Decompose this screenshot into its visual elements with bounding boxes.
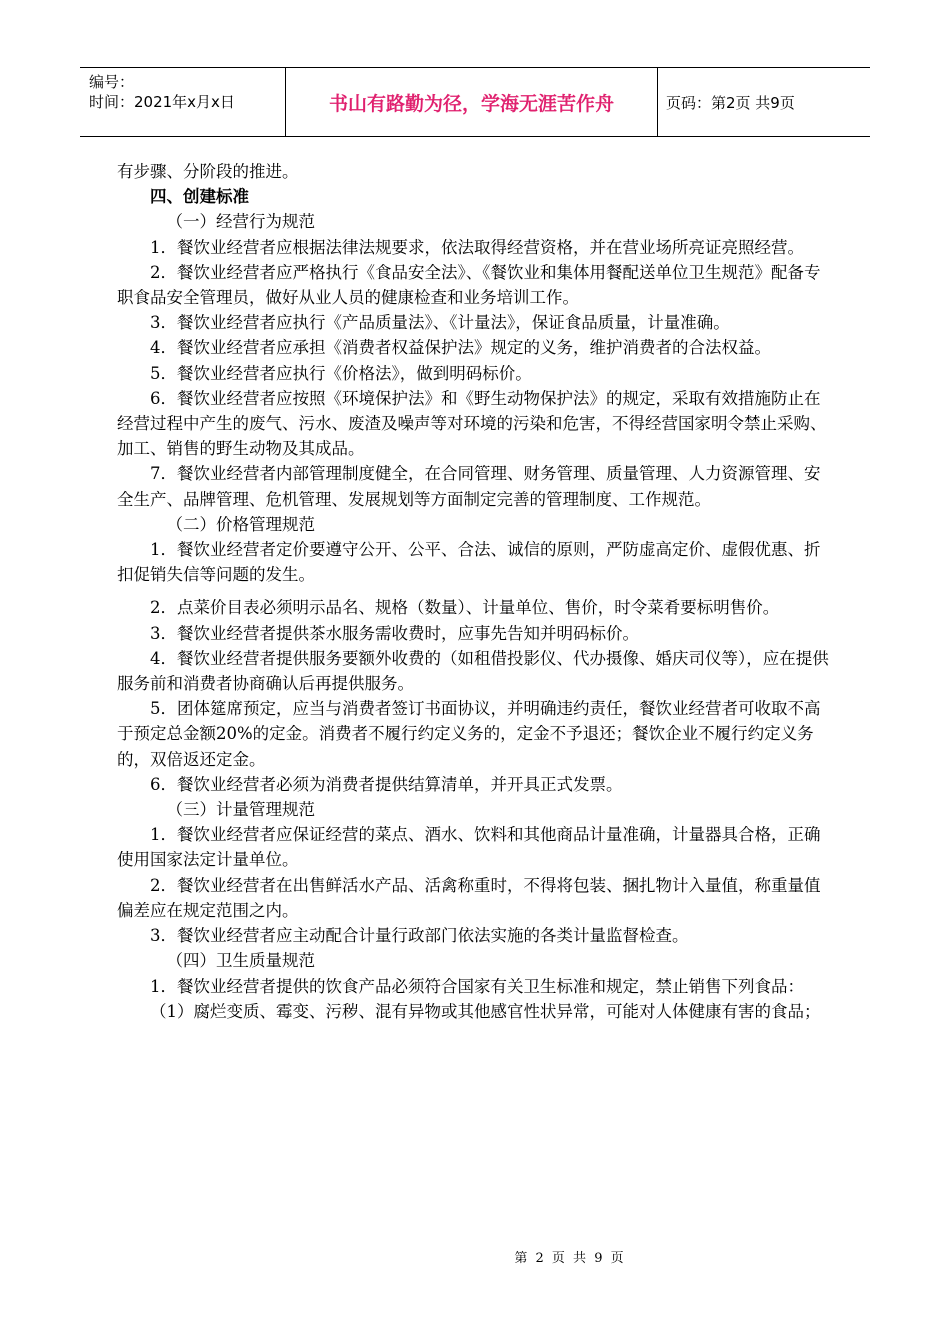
paragraph: 1．餐饮业经营者应保证经营的菜点、酒水、饮料和其他商品计量准确，计量器具合格，正确使用国家法定计量单位。 (117, 825, 821, 870)
paragraph: 2．餐饮业经营者应严格执行《食品安全法》、《餐饮业和集体用餐配送单位卫生规范》配备专职食品安全管理员，做好从业人员的健康检查和业务培训工作。 (117, 262, 821, 308)
section-heading: 四、创建标准 (150, 187, 249, 207)
page-footer: 第 2 页 共 9 页 (514, 1251, 626, 1266)
header-page-info: 页码：第2页 共9页 (666, 93, 795, 112)
paragraph: 3．餐饮业经营者应主动配合计量行政部门依法实施的各类计量监督检查。 (150, 926, 689, 946)
header-motto: 书山有路勤为径，学海无涯苦作舟 (286, 68, 658, 136)
paragraph: 4．餐饮业经营者应承担《消费者权益保护法》规定的义务，维护消费者的合法权益。 (150, 338, 771, 358)
paragraph: 1．餐饮业经营者提供的饮食产品必须符合国家有关卫生标准和规定，禁止销售下列食品： (150, 976, 804, 996)
paragraph: 1．餐饮业经营者定价要遵守公开、公平、合法、诚信的原则，严防虚高定价、虚假优惠、折扣促销失信等问题的发生。 (117, 540, 821, 585)
subsection-heading: （二）价格管理规范 (166, 514, 315, 534)
paragraph: 6．餐饮业经营者必须为消费者提供结算清单，并开具正式发票。 (150, 774, 623, 794)
subsection-heading: （四）卫生质量规范 (166, 951, 315, 971)
paragraph: 1．餐饮业经营者应根据法律法规要求，依法取得经营资格，并在营业场所亮证亮照经营。 (150, 237, 804, 257)
paragraph: 有步骤、分阶段的推进。 (117, 162, 299, 181)
subsection-heading: （三）计量管理规范 (166, 800, 315, 820)
paragraph: （1）腐烂变质、霉变、污秽、混有异物或其他感官性状异常，可能对人体健康有害的食品； (150, 1001, 821, 1021)
code-label: 编号： (89, 73, 135, 91)
paragraph: 5．餐饮业经营者应执行《价格法》，做到明码标价。 (150, 363, 532, 383)
header-meta-cell (80, 68, 286, 136)
subsection-heading: （一）经营行为规范 (166, 212, 315, 232)
page-header (80, 67, 870, 137)
paragraph: 5．团体筵席预定，应当与消费者签订书面协议，并明确违约责任，餐饮业经营者可收取不高于预定总金额20%的定金。消费者不履行约定义务的，定金不予退还；餐饮企业不履行约定义务的，双倍返还定金。 (117, 699, 821, 769)
paragraph: 3．餐饮业经营者提供茶水服务需收费时，应事先告知并明码标价。 (150, 623, 639, 643)
paragraph: 4．餐饮业经营者提供服务要额外收费的（如租借投影仪、代办摄像、婚庆司仪等），应在提供服务前和消费者协商确认后再提供服务。 (117, 648, 829, 694)
paragraph: 6．餐饮业经营者应按照《环境保护法》和《野生动物保护法》的规定，采取有效措施防止在经营过程中产生的废气、污水、废渣及噪声等对环境的污染和危害，不得经营国家明令禁止采购、加工、销售的野生动物及其成品。 (117, 388, 827, 459)
time-label: 时间：2021年x月x日 (89, 93, 235, 111)
document-body (117, 159, 835, 1024)
paragraph: 7．餐饮业经营者内部管理制度健全，在合同管理、财务管理、质量管理、人力资源管理、安全生产、品牌管理、危机管理、发展规划等方面制定完善的管理制度、工作规范。 (117, 464, 821, 509)
paragraph: 2．点菜价目表必须明示品名、规格（数量）、计量单位、售价，时令菜肴要标明售价。 (150, 598, 780, 618)
paragraph: 2．餐饮业经营者在出售鲜活水产品、活禽称重时，不得将包装、捆扎物计入量值，称重量值偏差应在规定范围之内。 (117, 875, 821, 920)
paragraph: 3．餐饮业经营者应执行《产品质量法》、《计量法》，保证食品质量，计量准确。 (150, 313, 730, 333)
